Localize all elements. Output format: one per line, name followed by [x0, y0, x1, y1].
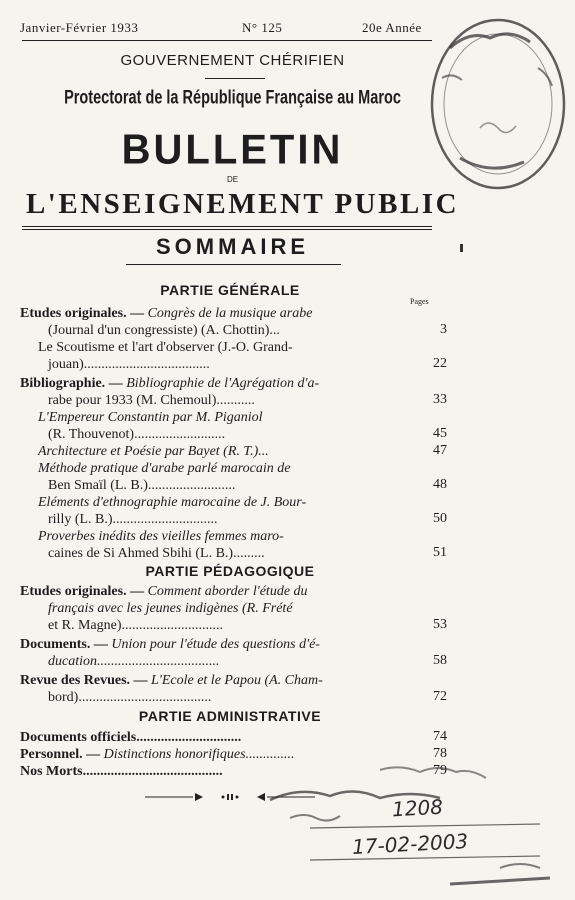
toc-entry-documents: Documents. — Union pour l'étude des questions d'é-: [20, 637, 320, 652]
toc-entry-methode-line2: Ben Smaïl (L. B.).........................: [48, 478, 236, 493]
section-partie-pedagogique: PARTIE PÉDAGOGIQUE: [145, 563, 315, 579]
header-rule: [22, 40, 432, 41]
page-number: 45: [433, 426, 447, 441]
toc-entry-proverbes-line2: caines de Si Ahmed Sbihi (L. B.).........: [48, 546, 265, 561]
page-number: 78: [433, 746, 447, 761]
page-number: 74: [433, 729, 447, 744]
toc-entry-francais-line2: français avec les jeunes indigènes (R. Frété: [48, 601, 293, 616]
page-number: 33: [433, 392, 447, 407]
issue-date: Janvier-Février 1933: [20, 20, 139, 35]
page-number: 22: [433, 356, 447, 371]
masthead-rule-1: [22, 226, 432, 227]
section-partie-generale: PARTIE GÉNÉRALE: [160, 282, 300, 298]
sommaire-title: SOMMAIRE: [156, 234, 309, 259]
registration-stamp-icon: [250, 760, 560, 890]
toc-entry-constantin: L'Empereur Constantin par M. Piganiol: [38, 410, 263, 425]
toc-entry-personnel: Personnel. — Distinctions honorifiques..............: [20, 747, 295, 762]
toc-entry-congres-line2: (Journal d'un congressiste) (A. Chottin)...: [48, 323, 280, 338]
masthead-rule-2: [22, 229, 432, 230]
toc-entry-bibliographie-line2: rabe pour 1933 (M. Chemoul)...........: [48, 393, 255, 408]
page-number: 53: [433, 617, 447, 632]
toc-entry-ethnographie: Eléments d'ethnographie marocaine de J. Bour-: [38, 495, 307, 510]
toc-entry-scoutisme: Le Scoutisme et l'art d'observer (J.-O. Grand-: [38, 340, 293, 355]
gov-title: GOUVERNEMENT CHÉRIFIEN: [120, 52, 345, 69]
page-number: 72: [433, 689, 447, 704]
toc-entry-scoutisme-line2: jouan)....................................: [48, 357, 210, 372]
toc-entry-francais-line3: et R. Magne).............................: [48, 618, 223, 633]
page-number: 50: [433, 511, 447, 526]
sommaire-rule: [126, 264, 341, 265]
toc-entry-revue-line2: bord)......................................: [48, 690, 212, 705]
library-seal-icon: [420, 8, 570, 193]
toc-entry-documents-officiels: Documents officiels..............................: [20, 730, 242, 745]
bulletin-title: BULLETIN: [121, 126, 344, 174]
toc-entry-architecture: Architecture et Poésie par Bayet (R. T.)...: [38, 444, 269, 459]
stamp-date: 17-02-2003: [351, 828, 469, 860]
toc-entry-revue: Revue des Revues. — L'Ecole et le Papou (A. Cham-: [20, 673, 323, 688]
page-number: 51: [433, 545, 447, 560]
enseignement-title: L'ENSEIGNEMENT PUBLIC: [25, 188, 460, 220]
toc-entry-congres: Etudes originales. — Congrès de la musique arabe: [20, 306, 313, 321]
toc-entry-ethnographie-line2: rilly (L. B.)..............................: [48, 512, 218, 527]
toc-entry-methode: Méthode pratique d'arabe parlé marocain de: [38, 461, 291, 476]
gov-rule: [205, 78, 265, 79]
margin-mark: [460, 244, 463, 252]
toc-entry-documents-line2: ducation...................................: [48, 654, 220, 669]
toc-entry-bibliographie: Bibliographie. — Bibliographie de l'Agrégation d'a-: [20, 376, 320, 391]
section-partie-administrative: PARTIE ADMINISTRATIVE: [138, 708, 322, 724]
issue-year: 20e Année: [362, 20, 422, 35]
toc-entry-proverbes: Proverbes inédits des vieilles femmes maro-: [38, 529, 284, 544]
toc-entry-francais: Etudes originales. — Comment aborder l'étude du: [20, 584, 308, 599]
pages-label: Pages: [410, 297, 429, 306]
page-number: 58: [433, 653, 447, 668]
de-label: DE: [226, 175, 239, 184]
issue-number: N° 125: [242, 20, 283, 35]
page-number: 47: [433, 443, 447, 458]
page-number: 48: [433, 477, 447, 492]
protectorat-title: Protectorat de la République Française au Maroc: [64, 87, 401, 109]
toc-entry-nos-morts: Nos Morts........................................: [20, 764, 223, 779]
stamp-number: 1208: [391, 794, 444, 822]
page-number: 79: [433, 763, 447, 778]
page-number: 3: [440, 322, 447, 337]
toc-entry-constantin-line2: (R. Thouvenot)..........................: [48, 427, 226, 442]
